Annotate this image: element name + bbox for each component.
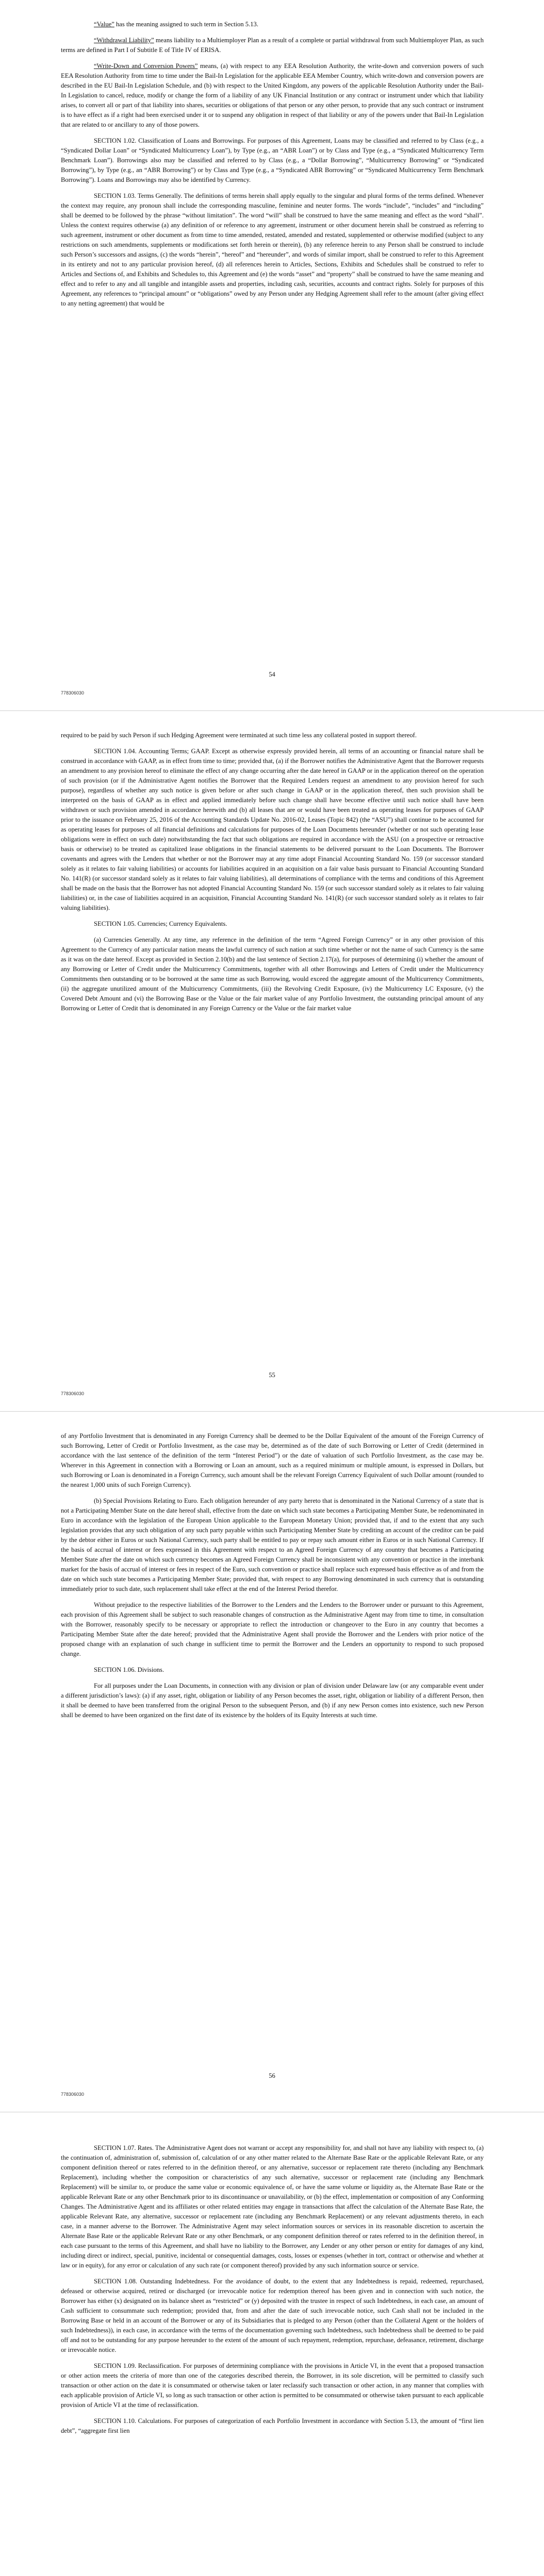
section-heading: SECTION 1.02. Classification of Loans and Borrowings. [94,137,245,144]
section-heading: SECTION 1.08. Outstanding Indebtedness. [94,2278,210,2285]
paragraph-text: means, (a) with respect to any EEA Resolution Authority, the write-down and conversion powers of such EEA Resolution Authority from time to time under the Bail-In Legislation for the applicable EEA Member Country, which write-down and conversion powers are described in the EU Bail-In Legislation Schedule, and (b) with respect to the United Kingdom, any powers of the applicable Resolution Authority under the Bail-In Legislation to cancel, reduce, modify or change the form of a liability of any UK Financial Institution or any contract or instrument under which that liability arises, to convert all or part of that liability into shares, securities or obligations of that person or any other person, to provide that any such contract or instrument is to have effect as if a right had been exercised under it or to suspend any obligation in respect of that liability or any of the powers under that Bail-In Legislation that are related to or ancillary to any of those powers. [61,62,484,128]
paragraph [61,1431,484,1490]
paragraph [61,36,484,55]
section-paragraph [61,191,484,309]
section-heading: SECTION 1.07. Rates. [94,2144,154,2151]
section-paragraph [61,2143,484,2270]
paragraph-text: For purposes of this Agreement, Loans may be classified and referred to by Class (e.g., a “Syndicated Dollar Loan” or “Syndicated Multicurrency Loan”), by Type (e.g., an “ABR Loan”) or by Class and Type (e.g., a “Syndicated Multicurrency Term Benchmark Loan”). Borrowings also may be classified and referred to by Class (e.g., a “Dollar Borrowing”, “Multicurrency Borrowing” or “Syndicated Borrowing”), by Type (e.g., an “ABR Borrowing”) or by Class and Type (e.g., a “Syndicated ABR Borrowing” or “Syndicated Multicurrency Term Benchmark Borrowing”). Loans and Borrowings may also be identified by Currency. [61,137,484,183]
paragraph-text: of any Portfolio Investment that is denominated in any Foreign Currency shall be deemed to be the Dollar Equivalent of the amount of the Foreign Currency of such Borrowing, Letter of Credit or Portfolio Investment, as the case may be, determined as of the date of such Borrowing or Letter of Credit (determined in accordance with the last sentence of the definition of the term “Interest Period”) or the date of valuation of such Portfolio Investment, as the case may be. Wherever in this Agreement in connection with a Borrowing or Loan an amount, such as a required minimum or multiple amount, is expressed in Dollars, but such Borrowing or Loan is denominated in a Foreign Currency, such amount shall be the relevant Foreign Currency Equivalent of such Dollar amount (rounded to the nearest 1,000 units of such Foreign Currency). [61,1432,484,1488]
section-heading: SECTION 1.04. Accounting Terms; GAAP. [94,748,210,755]
section-heading: SECTION 1.06. Divisions. [94,1666,164,1673]
document-id: 778306030 [61,2092,85,2097]
page-number: 56 [269,2072,275,2079]
paragraph-text: The definitions of terms herein shall apply equally to the singular and plural forms of the terms defined. Whenever the context may require, any pronoun shall include the corresponding masculine, feminine and neuter forms. The words “include”, “includes” and “including” shall be deemed to be followed by the phrase “without limitation”. The word “will” shall be construed to have the same meaning and effect as the word “shall”. Unless the context requires otherwise (a) any definition of or reference to any agreement, instrument or other document herein shall be construed as referring to such agreement, instrument or other document as from time to time amended, restated, amended and restated, supplemented or otherwise modified (subject to any restrictions on such amendments, supplements or modifications set forth herein or therein), (b) any reference herein to any Person shall be construed to include such Person’s successors and assigns, (c) the words “herein”, “hereof” and “hereunder”, and words of similar import, shall be construed to refer to this Agreement in its entirety and not to any particular provision hereof, (d) all references herein to Articles, Sections, Exhibits and Schedules shall be construed to refer to Articles and Sections of, and Exhibits and Schedules to, this Agreement and (e) the words “asset” and “property” shall be construed to have the same meaning and effect and to refer to any and all tangible and intangible assets and properties, including cash, securities, accounts and contract rights. Solely for purposes of this Agreement, any references to “principal amount” or “obligations” owed by any Person under any Hedging Agreement shall refer to the amount (after giving effect to any netting agreement) that would be [61,192,484,307]
paragraph-text: means liability to a Multiemployer Plan as a result of a complete or partial withdrawal from such Multiemployer Plan, as such terms are defined in Part I of Subtitle E of Title IV of ERISA. [61,37,484,54]
paragraph-text: For purposes of categorization of each Portfolio Investment in accordance with Section 5.13, the amount of “first lien debt”, “aggregate first lien [61,2417,484,2434]
subsection-heading: (a) Currencies Generally. [94,936,161,943]
section-paragraph [61,2361,484,2410]
section-paragraph [61,2277,484,2355]
paragraph-text: For purposes of determining compliance with the provisions in Article VI, in the event that a proposed transaction or other action meets the criteria of more than one of the categories described therein, the Borrower, in its sole discretion, will be permitted to classify such transaction or other action on the date it is consummated or otherwise taken or later reclassify such transaction or other action, in any manner that complies with each applicable provision of Article VI, so long as such transaction or other action is permitted to be consummated or otherwise taken pursuant to each applicable provision of Article VI at the time of reclassification. [61,2362,484,2409]
paragraph-text: has the meaning assigned to such term in Section 5.13. [114,21,258,28]
paragraph-text: Without prejudice to the respective liabilities of the Borrower to the Lenders and the Lenders to the Borrower under or pursuant to this Agreement, each provision of this Agreement shall be subject to such reasonable changes of construction as the Administrative Agent may from time to time, in consultation with the Borrower, reasonably specify to be necessary or appropriate to reflect the introduction or changeover to the Euro in any country that becomes a Participating Member State after the date hereof; provided that the Administrative Agent shall provide the Borrower and the Lenders with prior notice of the proposed change with an explanation of such change in sufficient time to permit the Borrower and the Lenders an opportunity to respond to such proposed change. [61,1601,484,1657]
defined-term: “Withdrawal Liability” [94,37,154,44]
paragraph-text: For the avoidance of doubt, to the extent that any Indebtedness is repaid, redeemed, repurchased, defeased or otherwise acquired, retired or discharged (or irrevocable notice for redemption thereof has been given and in connection with such notice, the Borrower has either (x) designated on its balance sheet as “restricted” or (y) deposited with the trustee in respect of such Indebtedness, in each case, an amount of Cash sufficient to consummate such redemption; provided that, from and after the date of such irrevocable notice, such Cash shall not be included in the Borrowing Base or held in an account of the Borrower or any of its Subsidiaries that is pledged to any Person (other than the Collateral Agent or the holders of such Indebtedness)), in each case, in accordance with the terms of the documentation governing such Indebtedness, such Indebtedness shall be deemed to be paid off and not to be outstanding for any purpose hereunder to the extent of the amount of such repayment, redemption, repurchase, defeasance, retirement, discharge or irrevocable notice. [61,2278,484,2353]
paragraph-text: For all purposes under the Loan Documents, in connection with any division or plan of division under Delaware law (or any comparable event under a different jurisdiction’s laws): (a) if any asset, right, obligation or liability of any Person becomes the asset, right, obligation or liability of a different Person, then it shall be deemed to have been transferred from the original Person to the subsequent Person, and (b) if any new Person comes into existence, such new Person shall be deemed to have been organized on the first date of its existence by the holders of its Equity Interests at such time. [61,1682,484,1719]
section-paragraph [61,136,484,185]
page-body [61,1431,484,1726]
defined-term: “Value” [94,21,114,28]
document-page-55 [0,711,544,1412]
paragraph-text: required to be paid by such Person if such Hedging Agreement were terminated at such time less any collateral posted in support thereof. [61,732,417,739]
document-page-57 [0,2112,544,2576]
document-id: 778306030 [61,690,85,696]
document-page-56 [0,1412,544,2112]
section-paragraph [61,2416,484,2436]
document-page-54 [0,0,544,711]
paragraph [61,61,484,130]
section-paragraph [61,1665,484,1675]
section-paragraph [61,747,484,913]
section-heading: SECTION 1.10. Calculations. [94,2417,172,2425]
document-id: 778306030 [61,1391,85,1396]
paragraph [61,1600,484,1659]
paragraph-text: Except as otherwise expressly provided herein, all terms of an accounting or financial nature shall be construed in accordance with GAAP, as in effect from time to time; provided that, (a) if the Borrower notifies the Administrative Agent that the Borrower requests an amendment to any provision hereof to eliminate the effect of any change occurring after the date hereof in GAAP or in the application thereof on the operation of such provision (or if the Administrative Agent notifies the Borrower that the Required Lenders request an amendment to any provision hereof for such purpose), regardless of whether any such notice is given before or after such change in GAAP or in the application thereof, then such provision shall be interpreted on the basis of GAAP as in effect and applied immediately before such change shall have become effective until such notice shall have been withdrawn or such provision amended in accordance herewith and (b) all leases that are or would have been treated as operating leases for purposes of GAAP prior to the issuance on February 25, 2016 of the Accounting Standards Update No. 2016-02, Leases (Topic 842) (the “ASU”) shall continue to be accounted for as operating leases for purposes of all financial definitions and calculations for purposes of the Loan Documents hereunder (whether or not such operating lease obligations were in effect on such date) notwithstanding the fact that such obligations are required in accordance with the ASU (on a prospective or retroactive basis or otherwise) to be treated as capitalized lease obligations in the financial statements to be delivered pursuant to the Loan Documents. The Borrower covenants and agrees with the Lenders that whether or not the Borrower may at any time adopt Financial Accounting Standard No. 159 (or successor standard solely as it relates to fair valuing liabilities) or accounts for liabilities acquired in an acquisition on a fair value basis pursuant to Financial Accounting Standard No. 141(R) (or successor standard solely as it relates to fair valuing liabilities), all determinations of compliance with the terms and conditions of this Agreement shall be made on the basis that the Borrower has not adopted Financial Accounting Standard No. 159 (or such successor standard solely as it relates to fair valuing liabilities) or, in the case of liabilities acquired in an acquisition, Financial Accounting Standard No. 141(R) (or such successor standard solely as it relates to fair valuing liabilities). [61,748,484,911]
paragraph-text: At any time, any reference in the definition of the term “Agreed Foreign Currency” or in any other provision of this Agreement to the Currency of any particular nation means the lawful currency of such nation at such time whether or not the name of such Currency is the same as it was on the date hereof. Except as provided in Section 2.10(b) and the last sentence of Section 2.17(a), for purposes of determining (i) whether the amount of any Borrowing or Letter of Credit under the Multicurrency Commitments, together with all other Borrowings and Letters of Credit under the Multicurrency Commitments then outstanding or to be borrowed at the same time as such Borrowing, would exceed the aggregate amount of the Multicurrency Commitments, (ii) the aggregate unutilized amount of the Multicurrency Commitments, (iii) the Revolving Credit Exposure, (iv) the Multicurrency LC Exposure, (v) the Covered Debt Amount and (vi) the Borrowing Base or the Value or the fair market value of any Portfolio Investment, the outstanding principal amount of any Borrowing or Letter of Credit that is denominated in any Foreign Currency or the Value or the fair market value [61,936,484,1012]
paragraph [61,731,484,740]
page-number: 54 [269,671,275,678]
section-heading: SECTION 1.05. Currencies; Currency Equivalents. [94,920,227,927]
paragraph [61,1681,484,1720]
page-number: 55 [269,1371,275,1379]
paragraph-text: Each obligation hereunder of any party hereto that is denominated in the National Currency of a state that is not a Participating Member State on the date hereof shall, effective from the date on which such state becomes a Participating Member State, be redenominated in Euro in accordance with the legislation of the European Union applicable to the European Monetary Union; provided that, if and to the extent that any such legislation provides that any such obligation of any such party payable within such Participating Member State by crediting an account of the creditor can be paid by the debtor either in Euros or such National Currency, such party shall be entitled to pay or repay such amount either in Euros or in such National Currency. If the basis of accrual of interest or fees expressed in this Agreement with respect to an Agreed Foreign Currency of any country that becomes a Participating Member State after the date on which such currency becomes an Agreed Foreign Currency shall be inconsistent with any convention or practice in the interbank market for the basis of accrual of interest or fees in respect of the Euro, such convention or practice shall replace such expressed basis effective as of and from the date on which such state becomes a Participating Member State; provided that, with respect to any Borrowing denominated in such currency that is outstanding immediately prior to such date, such replacement shall take effect at the end of the Interest Period therefor. [61,1497,484,1592]
page-body [61,2143,484,2442]
defined-term: “Write-Down and Conversion Powers” [94,62,198,70]
subsection-heading: (b) Special Provisions Relating to Euro. [94,1497,199,1504]
paragraph [61,20,484,29]
section-heading: SECTION 1.09. Reclassification. [94,2362,182,2369]
subsection-paragraph [61,1496,484,1594]
subsection-paragraph [61,935,484,1013]
paragraph-text: The Administrative Agent does not warrant or accept any responsibility for, and shall not have any liability with respect to, (a) the continuation of, administration of, submission of, calculation of or any other matter related to the Alternate Base Rate or the applicable Relevant Rate, or any component definition thereof or rates referred to in the definition thereof, or any alternative, successor or replacement rate thereto (including any Benchmark Replacement), including whether the composition or characteristics of any such alternative, successor or replacement rate (including any Benchmark Replacement) will be similar to, or produce the same value or economic equivalence of, or have the same volume or liquidity as, the Alternate Base Rate or the applicable Relevant Rate or any other Benchmark prior to its discontinuance or unavailability, or (b) the effect, implementation or composition of any Conforming Changes. The Administrative Agent and its affiliates or other related entities may engage in transactions that affect the calculation of the Alternate Base Rate, the applicable Relevant Rate, any alternative, successor or replacement rate (including any Benchmark Replacement) or any relevant adjustments thereto, in each case, in a manner adverse to the Borrower. The Administrative Agent may select information sources or services in its reasonable discretion to ascertain the Alternate Base Rate or the applicable Relevant Rate or any other Benchmark, or any component definition thereof or rates referred to in the definition thereof, in each case pursuant to the terms of this Agreement, and shall have no liability to the Borrower, any Lender or any other person or entity for damages of any kind, including direct or indirect, special, punitive, incidental or consequential damages, costs, losses or expenses (whether in tort, contract or otherwise and whether at law or in equity), for any error or calculation of any such rate (or component thereof) provided by any such information source or service. [61,2144,484,2269]
page-body [61,20,484,315]
section-paragraph [61,919,484,929]
page-body [61,731,484,1020]
section-heading: SECTION 1.03. Terms Generally. [94,192,183,199]
